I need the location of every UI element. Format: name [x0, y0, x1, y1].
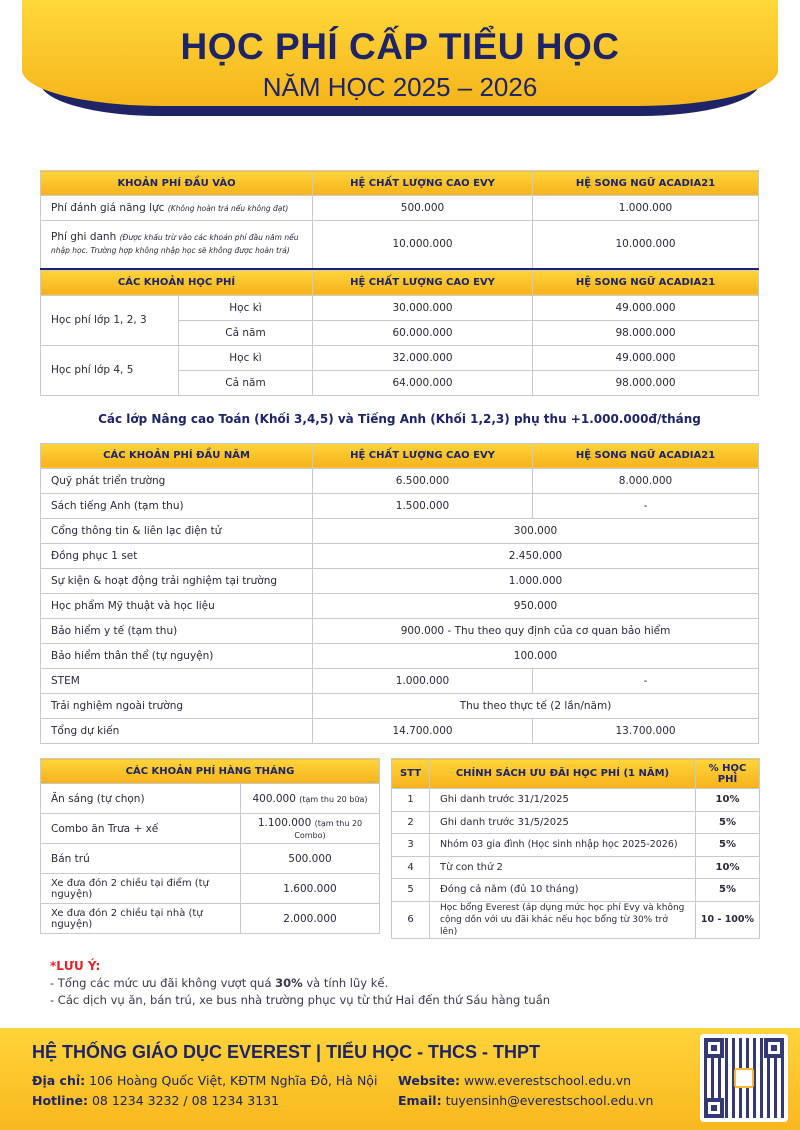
row-label: Bán trú: [41, 844, 241, 874]
policy: Nhóm 03 gia đình (Học sinh nhập học 2025-2026): [430, 834, 696, 857]
table-row: [392, 834, 760, 857]
shared-value: 900.000 - Thu theo quy định của cơ quan bảo hiểm: [313, 618, 759, 643]
table-row: [41, 618, 759, 643]
advanced-class-note-row: [41, 395, 759, 443]
row-label: Tổng dự kiến: [41, 718, 313, 743]
row-label: Combo ăn Trưa + xế: [41, 814, 241, 844]
annual-fees-header-row: [41, 443, 759, 468]
stt-header: STT: [392, 759, 430, 789]
footer-title: HỆ THỐNG GIÁO DỤC EVEREST | TIỂU HỌC - THCS - THPT: [32, 1042, 541, 1062]
period-label: Học kì: [179, 295, 313, 320]
row-value: 1.100.000 (tạm thu 20 Combo): [241, 814, 380, 844]
table-row: [41, 814, 380, 844]
acadia-value: 10.000.000: [533, 221, 759, 269]
row-label: Đồng phục 1 set: [41, 543, 313, 568]
evy-value: 32.000.000: [313, 345, 533, 370]
row-label: Ăn sáng (tự chọn): [41, 784, 241, 814]
evy-value: 64.000.000: [313, 370, 533, 395]
notes-label: *LƯU Ý:: [50, 959, 101, 973]
monthly-fees-header: CÁC KHOẢN PHÍ HÀNG THÁNG: [41, 759, 380, 784]
row-label: Bảo hiểm thân thể (tự nguyện): [41, 643, 313, 668]
row-label: Xe đưa đón 2 chiều tại điểm (tự nguyện): [41, 874, 241, 904]
qr-code[interactable]: [700, 1034, 788, 1122]
evy-value: 10.000.000: [313, 221, 533, 269]
table-row: [41, 643, 759, 668]
row-value: 400.000 (tạm thu 20 bữa): [241, 784, 380, 814]
row-value: 1.600.000: [241, 874, 380, 904]
table-row: [392, 789, 760, 812]
table-row: [41, 468, 759, 493]
acadia-value: 98.000.000: [533, 370, 759, 395]
entry-fees-header-row: [41, 171, 759, 196]
evy-column-header: HỆ CHẤT LƯỢNG CAO EVY: [313, 270, 533, 295]
qr-finder: [764, 1038, 784, 1058]
row-value: 2.000.000: [241, 904, 380, 934]
acadia-column-header: HỆ SONG NGỮ ACADIA21: [533, 443, 759, 468]
stt: 1: [392, 789, 430, 812]
table-row: [41, 568, 759, 593]
table-row: [392, 901, 760, 938]
hotline-line: Hotline: 08 1234 3232 / 08 1234 3131: [32, 1093, 280, 1108]
percent: 10 - 100%: [696, 901, 760, 938]
table-row: [41, 784, 380, 814]
table-row: [41, 693, 759, 718]
policy-header: CHÍNH SÁCH ƯU ĐÃI HỌC PHÍ (1 NĂM): [430, 759, 696, 789]
table-row: [41, 493, 759, 518]
evy-column-header: HỆ CHẤT LƯỢNG CAO EVY: [313, 171, 533, 196]
row-label: Phí đánh giá năng lực (Không hoàn trả nếu không đạt): [41, 196, 313, 221]
table-row: [41, 345, 759, 370]
table-row: [41, 518, 759, 543]
acadia-value: 49.000.000: [533, 295, 759, 320]
total-row: [41, 718, 759, 743]
shared-value: 950.000: [313, 593, 759, 618]
table-row: [41, 593, 759, 618]
qr-finder: [704, 1038, 724, 1058]
row-label: Xe đưa đón 2 chiều tại nhà (tự nguyện): [41, 904, 241, 934]
table-row: [41, 295, 759, 320]
email-line[interactable]: Email: tuyensinh@everestschool.edu.vn: [398, 1093, 654, 1108]
acadia-total: 13.700.000: [533, 718, 759, 743]
table-row: [41, 543, 759, 568]
stt: 3: [392, 834, 430, 857]
percent: 5%: [696, 811, 760, 834]
evy-value: 60.000.000: [313, 320, 533, 345]
acadia-value: 49.000.000: [533, 345, 759, 370]
evy-column-header: HỆ CHẤT LƯỢNG CAO EVY: [313, 443, 533, 468]
acadia-column-header: HỆ SONG NGỮ ACADIA21: [533, 270, 759, 295]
qr-pattern: [704, 1038, 784, 1118]
row-label: Sách tiếng Anh (tạm thu): [41, 493, 313, 518]
monthly-fees-table: [40, 758, 380, 934]
page-title: HỌC PHÍ CẤP TIỂU HỌC: [180, 26, 620, 67]
page-subtitle: NĂM HỌC 2025 – 2026: [262, 72, 538, 102]
row-label: Trải nghiệm ngoài trường: [41, 693, 313, 718]
acadia-value: -: [533, 668, 759, 693]
row-label: Quỹ phát triển trường: [41, 468, 313, 493]
table-row: [41, 196, 759, 221]
period-label: Học kì: [179, 345, 313, 370]
row-label: Học phẩm Mỹ thuật và học liệu: [41, 593, 313, 618]
percent: 10%: [696, 856, 760, 879]
evy-value: 500.000: [313, 196, 533, 221]
footer: [0, 1028, 800, 1130]
shared-value: Thu theo thực tế (2 lần/năm): [313, 693, 759, 718]
shared-value: 300.000: [313, 518, 759, 543]
evy-value: 1.000.000: [313, 668, 533, 693]
table-row: [392, 856, 760, 879]
address-line: Địa chỉ: 106 Hoàng Quốc Việt, KĐTM Nghĩa Đô, Hà Nội: [32, 1073, 378, 1088]
period-label: Cả năm: [179, 320, 313, 345]
row-label: Phí ghi danh (Được khấu trừ vào các khoản phí đầu năm nếu nhập học. Trường hợp không nhập học sẽ không được hoàn trả): [41, 221, 313, 269]
stt: 2: [392, 811, 430, 834]
row-label: STEM: [41, 668, 313, 693]
evy-value: 30.000.000: [313, 295, 533, 320]
table-row: [41, 904, 380, 934]
table-row: [41, 844, 380, 874]
tuition-header-row: [41, 270, 759, 295]
discounts-table: [391, 758, 760, 939]
percent: 5%: [696, 879, 760, 902]
policy: Từ con thứ 2: [430, 856, 696, 879]
stt: 5: [392, 879, 430, 902]
annual-fees-header: CÁC KHOẢN PHÍ ĐẦU NĂM: [41, 443, 313, 468]
period-label: Cả năm: [179, 370, 313, 395]
table-row: [41, 874, 380, 904]
stt: 6: [392, 901, 430, 938]
evy-total: 14.700.000: [313, 718, 533, 743]
acadia-value: 1.000.000: [533, 196, 759, 221]
policy: Ghi danh trước 31/5/2025: [430, 811, 696, 834]
website-line[interactable]: Website: www.everestschool.edu.vn: [398, 1073, 632, 1088]
percent-header: % HỌC PHÍ: [696, 759, 760, 789]
stt: 4: [392, 856, 430, 879]
tuition-header: CÁC KHOẢN HỌC PHÍ: [41, 270, 313, 295]
evy-value: 6.500.000: [313, 468, 533, 493]
grade-group-label: Học phí lớp 1, 2, 3: [41, 295, 179, 345]
evy-value: 1.500.000: [313, 493, 533, 518]
notes-section: [50, 958, 550, 1009]
table-row: [392, 879, 760, 902]
row-label: Cổng thông tin & liên lạc điện tử: [41, 518, 313, 543]
policy: Ghi danh trước 31/1/2025: [430, 789, 696, 812]
shared-value: 100.000: [313, 643, 759, 668]
row-label: Bảo hiểm y tế (tạm thu): [41, 618, 313, 643]
acadia-value: 8.000.000: [533, 468, 759, 493]
table-row: [41, 668, 759, 693]
grade-group-label: Học phí lớp 4, 5: [41, 345, 179, 395]
fee-table: [40, 170, 759, 744]
percent: 5%: [696, 834, 760, 857]
row-label: Sự kiện & hoạt động trải nghiệm tại trường: [41, 568, 313, 593]
policy: Đóng cả năm (đủ 10 tháng): [430, 879, 696, 902]
entry-fees-header: KHOẢN PHÍ ĐẦU VÀO: [41, 171, 313, 196]
row-value: 500.000: [241, 844, 380, 874]
acadia-value: 98.000.000: [533, 320, 759, 345]
acadia-column-header: HỆ SONG NGỮ ACADIA21: [533, 171, 759, 196]
qr-logo-icon: [734, 1068, 754, 1088]
percent: 10%: [696, 789, 760, 812]
note-line: - Các dịch vụ ăn, bán trú, xe bus nhà trường phục vụ từ thứ Hai đến thứ Sáu hàng tuần: [50, 993, 551, 1007]
policy: Học bổng Everest (áp dụng mức học phí Evy và không cộng dồn với ưu đãi khác nếu học bổng từ 30% trở lên): [430, 901, 696, 938]
shared-value: 2.450.000: [313, 543, 759, 568]
table-row: [392, 811, 760, 834]
qr-finder: [704, 1098, 724, 1118]
note-line: - Tổng các mức ưu đãi không vượt quá 30% và tính lũy kế.: [50, 976, 389, 990]
table-row: [41, 221, 759, 269]
acadia-value: -: [533, 493, 759, 518]
advanced-class-note: Các lớp Nâng cao Toán (Khối 3,4,5) và Tiếng Anh (Khối 1,2,3) phụ thu +1.000.000đ/tháng: [41, 395, 759, 443]
shared-value: 1.000.000: [313, 568, 759, 593]
